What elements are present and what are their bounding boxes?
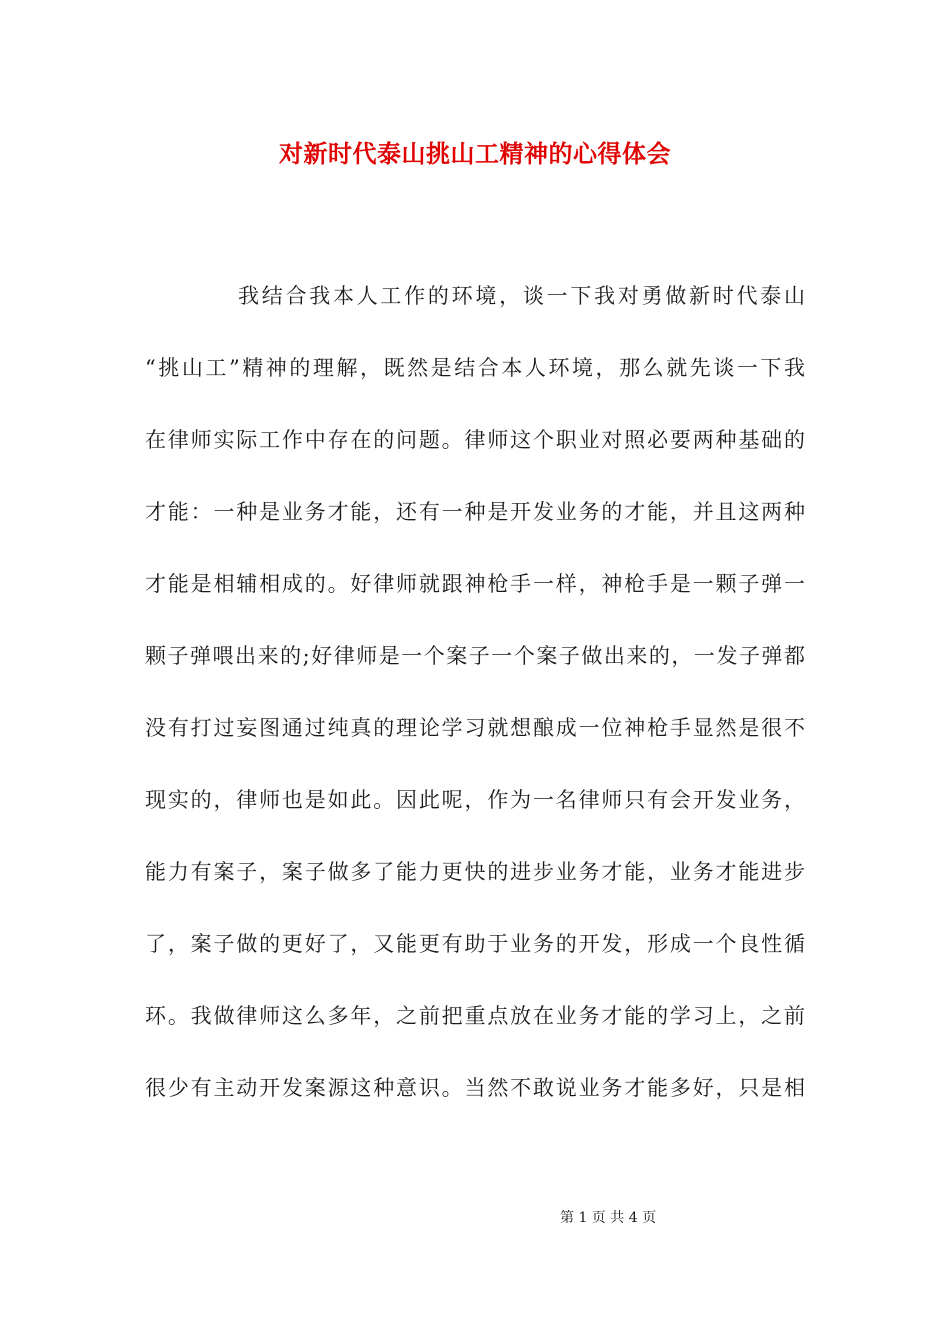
- paragraph-line: 没有打过妄图通过纯真的理论学习就想酿成一位神枪手显然是很不: [145, 716, 805, 740]
- paragraph-line: 现实的，律师也是如此。因此呢，作为一名律师只有会开发业务，: [145, 788, 805, 812]
- paragraph-line: 颗子弹喂出来的;好律师是一个案子一个案子做出来的，一发子弹都: [145, 644, 805, 668]
- paragraph-line: 环。我做律师这么多年，之前把重点放在业务才能的学习上，之前: [145, 1004, 805, 1028]
- paragraph-line: “挑山工”精神的理解，既然是结合本人环境，那么就先谈一下我: [145, 356, 805, 380]
- paragraph-line: 才能是相辅相成的。好律师就跟神枪手一样，神枪手是一颗子弹一: [145, 572, 805, 596]
- paragraph-line: 能力有案子，案子做多了能力更快的进步业务才能，业务才能进步: [145, 860, 805, 884]
- paragraph-line: 很少有主动开发案源这种意识。当然不敢说业务才能多好，只是相: [145, 1076, 805, 1100]
- paragraph-line: 才能：一种是业务才能，还有一种是开发业务的才能，并且这两种: [145, 500, 805, 524]
- paragraph-line: 我结合我本人工作的环境，谈一下我对勇做新时代泰山: [238, 284, 805, 308]
- document-title: 对新时代泰山挑山工精神的心得体会: [279, 139, 671, 168]
- page-number-footer: 第 1 页 共 4 页: [560, 1210, 657, 1226]
- paragraph-line: 在律师实际工作中存在的问题。律师这个职业对照必要两种基础的: [145, 428, 805, 452]
- paragraph-line: 了，案子做的更好了，又能更有助于业务的开发，形成一个良性循: [145, 932, 805, 956]
